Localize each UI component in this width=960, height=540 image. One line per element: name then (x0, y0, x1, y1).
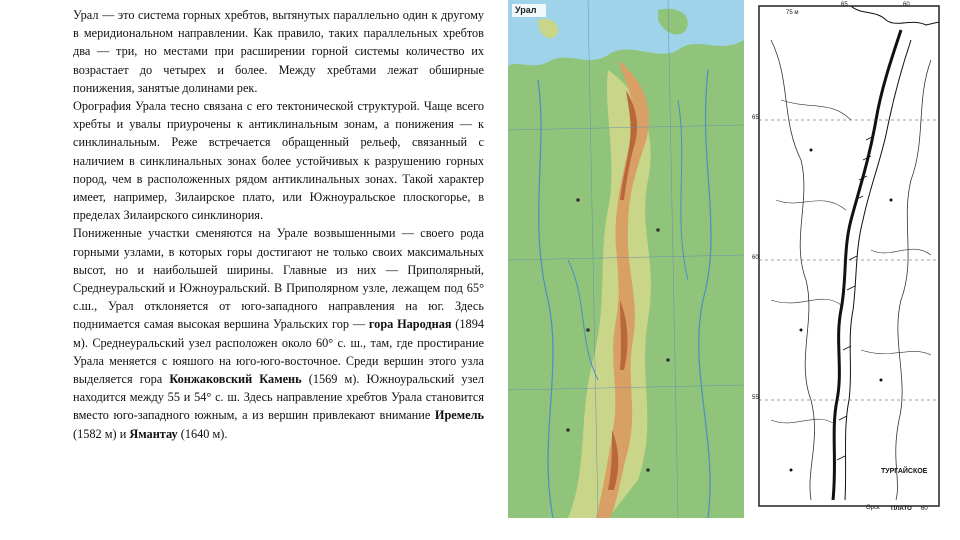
p3-part-a: Пониженные участки сменяются на Урале возвышенными — своего рода горными узлами, в которых горы достигают не только своих максимальных высот, но и наибольшей ширины. Главные из них — Приполярный, Среднеуральский и Южноуральский. В Приполярном узле, лежащем под 65° с.ш., Урал отклоняется от юго-западного направления на юг. Здесь поднимается самая высокая вершина Уральских гор — (73, 226, 484, 332)
physical-map-urals (508, 0, 744, 518)
paragraph-1: Урал — это система горных хребтов, вытянутых параллельно один к другому в меридиональном направлении. Как правило, таких параллельных хребтов два — три, но местами при расширении горной системы количество их возрастает до четырех и более. Между хребтами лежат обширные понижения, занятые долинами рек. (73, 8, 484, 95)
peak-yamantau: Ямантау (129, 426, 178, 441)
map2-bottom-label-3: 60 (921, 506, 928, 512)
p3-part-c: (1894 м). Среднеуральский узел расположен около 60° с. ш., там, где простирание Урала меняется с юяшого на юго-юго-восточное. Среди вершин этого узла выделяется гора (73, 317, 484, 387)
peak-iremel: Иремель (434, 408, 484, 423)
p3-part-e: (1582 м) и (73, 426, 130, 441)
map1-label: Урал (515, 5, 537, 15)
paragraph-2: Орография Урала тесно связана с его тектонической структурой. Чаще всего хребты и увалы приурочены к антиклинальным зонам, а понижения — к синклинальным. Реже встречается обращенный рельеф, связанный с наличием в синклинальных зонах более устойчивых к разрушению горных пород, чем в расположенных рядом антиклинальных зонах. Такой характер имеет, например, Зилаирское плато, или Южноуральское плоскогорье, в пределах Зилаирского синклинория. (73, 99, 484, 223)
peak-konzhakovsky: Конжаковский Камень (169, 372, 302, 387)
p3-part-f: (1640 м). (177, 426, 228, 441)
map2-side-label-1: 65 (752, 115, 759, 121)
schematic-map-urals (751, 0, 946, 518)
map2-bottom-label-1: Орск (866, 505, 880, 511)
p3-part-d: (1569 м). Южноуральский узел находится между 55 и 54° с. ш. Здесь направление хребтов Урала становится вместо юго-западного южным, а из вершин привлекают внимание (73, 372, 484, 423)
map2-top-label-1: 75 м (786, 10, 799, 16)
paragraph-3 (73, 224, 484, 442)
peak-narodnaya: гора Народная (368, 317, 452, 332)
map2-side-label-3: 55 (752, 395, 759, 401)
map2-bottom-label-2: ПЛАТО (891, 506, 912, 512)
map2-top-label-2: 65 (841, 2, 848, 8)
article-text (73, 6, 484, 443)
map2-place-label: ТУРГАЙСКОЕ (881, 468, 928, 475)
map2-top-label-3: 60 (903, 2, 910, 8)
map2-side-label-2: 60 (752, 255, 759, 261)
